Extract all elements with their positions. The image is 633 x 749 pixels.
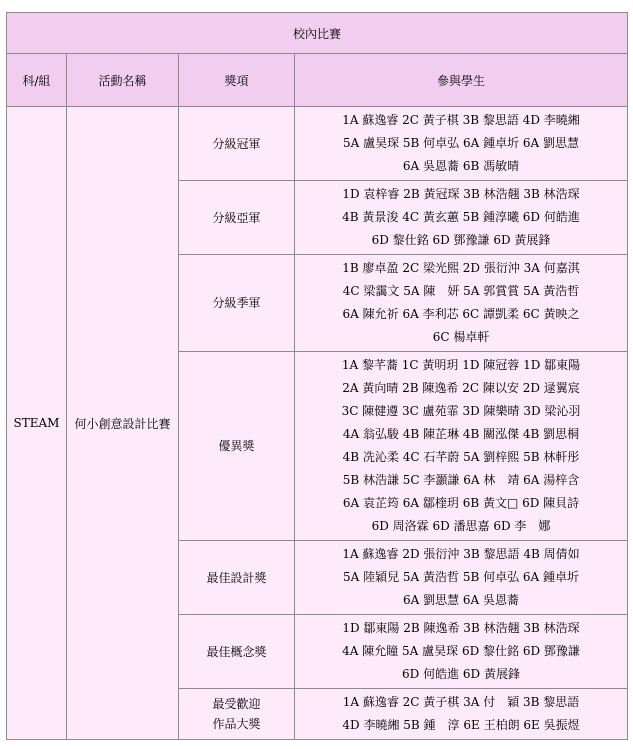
student-line: 3C 陳健遵 3C 盧苑霏 3D 陳樂晴 3D 梁沁羽 — [341, 404, 581, 418]
table-title: 校內比賽 — [7, 13, 628, 54]
student-line: 6C 楊卓軒 — [432, 330, 490, 344]
student-line: 1D 鄒東陽 2B 陳逸希 3B 林浩翹 3B 林浩琛 — [342, 621, 580, 635]
student-line: 1A 蘇逸睿 2C 黃子棋 3B 黎思語 4D 李曉緗 — [342, 113, 580, 127]
student-line: 1A 蘇逸睿 2D 張衍沖 3B 黎思語 4B 周倩如 — [342, 547, 580, 561]
students-cell — [295, 615, 628, 689]
award-name: 作品大獎 — [212, 717, 261, 731]
student-line: 6D 黎仕銘 6D 鄧豫謙 6D 黃展鋒 — [371, 233, 551, 247]
student-line: 4A 翁弘駿 4B 陳芷琳 4B 關泓傑 4B 劉思桐 — [342, 427, 580, 441]
student-line: 4A 陳允瞳 5A 盧昊琛 6D 黎仕銘 6D 鄧豫謙 — [342, 644, 580, 658]
award-name: 分級冠軍 — [212, 136, 261, 151]
student-line: 4B 冼沁柔 4C 石芊蔚 5A 劉梓熙 5B 林軒彤 — [342, 450, 580, 464]
award-cell — [179, 181, 295, 255]
students-cell — [295, 255, 628, 352]
award-cell — [179, 107, 295, 181]
student-line: 6A 吳恩蕎 6B 馮敏晴 — [402, 159, 520, 173]
award-cell — [179, 541, 295, 615]
header-subject: 科/組 — [7, 54, 67, 107]
activity-cell: 何小創意設計比賽 — [67, 107, 179, 740]
award-name: 優異獎 — [218, 439, 255, 453]
award-cell — [179, 352, 295, 541]
student-line: 1D 袁梓睿 2B 黃冠琛 3B 林浩翹 3B 林浩琛 — [342, 187, 580, 201]
students-cell — [295, 689, 628, 740]
student-line: 6A 陳允祈 6A 李利芯 6C 譚凱柔 6C 黃映之 — [342, 307, 580, 321]
award-name: 最佳概念獎 — [206, 644, 267, 659]
student-line: 6D 何皓進 6D 黃展鋒 — [402, 667, 520, 681]
header-activity: 活動名稱 — [67, 54, 179, 107]
award-name: 分級季軍 — [212, 296, 261, 310]
students-cell — [295, 541, 628, 615]
student-line: 6D 周洛霖 6D 潘思嘉 6D 李 娜 — [371, 519, 551, 533]
student-line: 1A 蘇逸睿 2C 黃子棋 3A 付 穎 3B 黎思語 — [342, 695, 580, 709]
students-cell — [295, 181, 628, 255]
student-line: 4B 黃景浚 4C 黃玄蕙 5B 鍾淳曦 6D 何皓進 — [342, 210, 580, 224]
subject-cell: STEAM — [7, 107, 67, 740]
student-line: 4D 李曉緗 5B 鍾 淳 6E 王柏朗 6E 吳振煜 — [342, 718, 580, 732]
students-cell — [295, 107, 628, 181]
competition-table — [6, 12, 628, 740]
student-line: 1B 廖卓盈 2C 梁光熙 2D 張衍沖 3A 何嘉淇 — [342, 261, 580, 275]
award-name: 最佳設計獎 — [206, 570, 267, 585]
student-line: 5A 盧昊琛 5B 何卓弘 6A 鍾卓圻 6A 劉思慧 — [342, 136, 580, 150]
award-cell — [179, 255, 295, 352]
student-line: 1A 黎芊蕎 1C 黃明玥 1D 陳冠蓉 1D 鄒東陽 — [341, 358, 581, 372]
student-line: 4C 梁靄文 5A 陳 妍 5A 郭賞賞 5A 黃浩哲 — [342, 284, 580, 298]
student-line: 5A 陸穎兒 5A 黃浩哲 5B 何卓弘 6A 鍾卓圻 — [342, 570, 580, 584]
students-cell — [295, 352, 628, 541]
award-name: 分級亞軍 — [212, 210, 261, 225]
student-line: 5B 林浩謙 5C 李灝謙 6A 林 靖 6A 湯梓含 — [342, 473, 580, 487]
header-students: 參與學生 — [295, 54, 628, 107]
header-award: 獎項 — [179, 54, 295, 107]
student-line: 6A 袁芷筠 6A 鄒楏玥 6B 黃文□ 6D 陳貝詩 — [342, 496, 580, 510]
table-header-row — [7, 54, 628, 107]
student-line: 6A 劉思慧 6A 吳恩蕎 — [402, 593, 520, 607]
award-cell — [179, 689, 295, 740]
student-line: 2A 黃向晴 2B 陳逸希 2C 陳以安 2D 逯翼宸 — [342, 381, 580, 395]
award-name: 最受歡迎 — [212, 697, 261, 711]
table-title-row — [7, 13, 628, 54]
award-cell — [179, 615, 295, 689]
table-row — [7, 107, 628, 181]
